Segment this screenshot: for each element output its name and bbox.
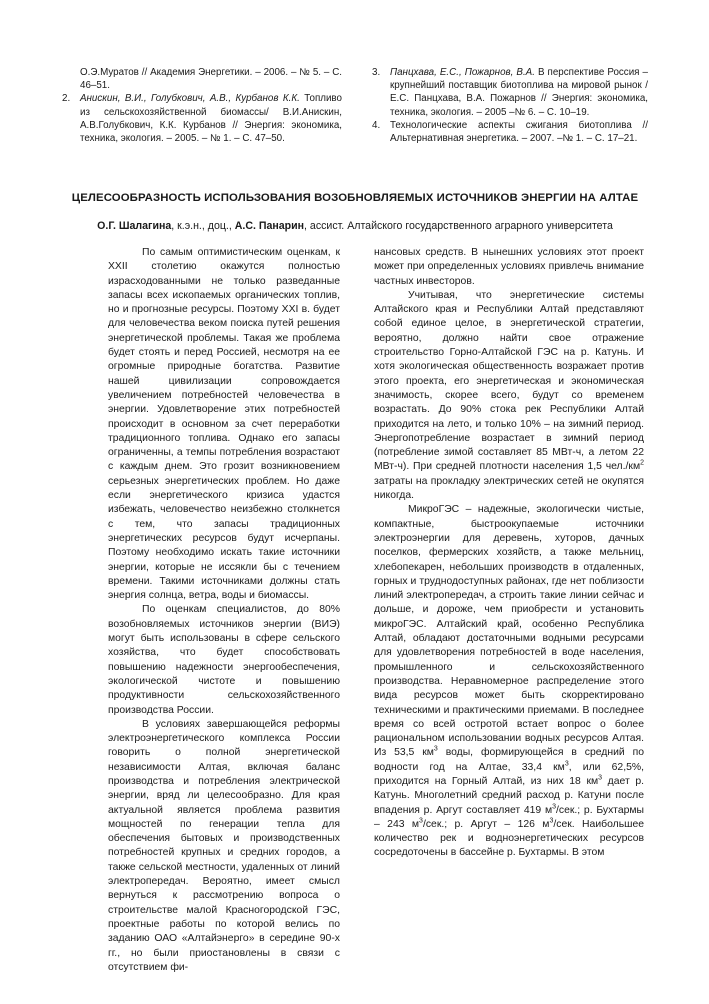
superscript: 3 [419,817,423,825]
article-title: ЦЕЛЕСООБРАЗНОСТЬ ИСПОЛЬЗОВАНИЯ ВОЗОБНОВЛЯЕМЫХ ИСТОЧНИКОВ ЭНЕРГИИ НА АЛТАЕ [71,192,639,204]
paragraph [374,289,644,503]
reference-text: О.Э.Муратов // Академия Энергетики. – 2006. – № 5. – С. 46–51. [80,67,342,92]
superscript: 3 [549,817,554,825]
superscript: 3 [552,803,556,811]
superscript: 2 [640,459,644,467]
reference-text: Технологические аспекты сжигания биотоплива // Альтернативная энергетика. – 2007. –№ 1. – С. 17–21. [390,119,648,145]
text-run: воды, формирующейся в средний по водности год на Алтае, 33,4 км [374,747,644,773]
paragraph: В условиях завершающейся реформы электроэнергетического комплекса России говорить о полной энергетической независимости Алтая, включая баланс производства и потребления электрической энергии, вряд ли целесообразно. Для края актуальной является проблема развития мощностей по генерации тепла для обеспечения бытовых и производственных потребностей крупных и средних городов, а также сельской местности, удаленных от линий электропередач. Вероятно, имеет смысл вернуться к рассмотрению вопроса о строительстве малой Красногородской ГЭС, проектные работы по которой велись по заданию ОАО «Алтайэнерго» в середине 90-х гг., но были приостановлены в связи с отсутствием фи- [108,718,340,973]
reference-item [62,66,342,92]
reference-item [62,92,342,145]
reference-number: 3. [372,67,381,78]
paragraph: По оценкам специалистов, до 80% возобновляемых источников энергии (ВИЭ) могут быть использованы в сфере сельского хозяйства, что будет способствовать повышению надежности энергообеспечения, экологической чистоте и повышению продуктивности сельскохозяйственного производства России. [108,604,340,716]
text-run: , или 62,5%, приходится на Горный Алтай, из них 18 км [374,761,644,787]
text-run: /сек. Наибольшее количество рек и водноэнергетических ресурсов сосредоточены в бассейне р. Бухтармы. В этом [374,818,644,859]
reference-authors: Анискин, В.И., Голубкович, А.В., Курбанов К.К. [80,93,300,105]
text-run: дает р. Катунь. Многолетний средний расход р. Катуни после впадения р. Аргут составляет 419 м [374,775,644,816]
paragraph: нансовых средств. В нынешних условиях этот проект может при определенных условиях привлечь внимание частных инвесторов. [374,247,644,287]
references-right [372,66,648,145]
author-affiliation: , ассист. Алтайского государственного аграрного университета [304,220,613,232]
reference-authors: Панцхава, Е.С., Пожарнов, В.А. [390,67,535,78]
reference-number: 2. [62,93,71,105]
superscript: 3 [564,760,569,768]
author-name: О.Г. Шалагина [97,220,172,232]
body-column-right [374,246,644,861]
body-column-left [108,246,340,975]
reference-item [372,66,648,119]
reference-number: 4. [372,119,381,131]
reference-text: В перспективе Россия – крупнейший поставщик биотоплива на мировой рынок / Е.С. Панцхава, В.А. Пожарнов // Энергия: экономика, техника, экология. – 2005 –№ 6. – С. 10–19. [390,67,648,118]
text-run: затраты на прокладку электрических сетей не окупятся никогда. [374,475,644,502]
text-run: /сек.; р. Аргут – 126 м [422,818,550,830]
author-affiliation: , к.э.н., доц., [171,220,235,232]
text-run: /сек.; р. Бухтармы – 243 м [374,804,644,830]
reference-number [62,66,80,92]
reference-text: Топливо из сельскохозяйственной биомассы/ В.И.Анискин, А.В.Голубкович, К.К. Курбанов // Энергия: экономика, техника, экология. – 2005. – № 1. – С. 47–50. [80,93,342,145]
author-line [62,220,648,232]
paragraph: По самым оптимистическим оценкам, к XXII столетию окажутся полностью израсходованными не только разведанные запасы всех ископаемых органических топлив, но и прогнозные ресурсы. Поэтому XXI в. будет для человечества веком поиска путей решения энергетической проблемы. Такая же проблема будет стоять и перед Россией, несмотря на ее огромные природные богатства. Развитие нашей цивилизации сопровождается увеличением потребностей человечества в энергии. Удовлетворение этих потребностей происходит в основном за счет переработки традиционного топлива. Однако его запасы ограниченны, а темпы потребления возрастают с каждым днем. Это грозит возникновением серьезных энергетических проблем. Но даже если энергетического кризиса удастся избежать, человечество неизбежно столкнется с тем, что запасы традиционных энергетических ресурсов будут исчерпаны. Поэтому необходимо искать такие источники энергии, которые не иссякли бы с течением времени. Такими источниками должны стать энергия солнца, ветра, воды и биомассы. [108,247,340,602]
author-name: А.С. Панарин [234,220,305,232]
paragraph [374,503,644,860]
superscript: 3 [598,774,603,782]
text-run: МикроГЭС – надежные, экологически чистые, компактные, быстроокупаемые источники электроэнергии для деревень, хуторов, дачных поселков, фермерских хозяйств, а также мельниц, хлебопекарен, небольших производств в отдаленных, горных и труднодоступных районах, где нет поблизости линий электропередач, а строить такие линии сейчас и дольше, и дороже, чем приобрести и установить микроГЭС. Алтайский край, особенно Республика Алтай, обладают достаточными водными ресурсами для удовлетворения потребностей в воде населения, промышленного и сельскохозяйственного производства. Неравномерное распределение этого вида ресурсов может быть скорректировано техническими и практическими приемами. В последнее время со всей остротой встает вопрос о более рациональном использовании водных ресурсов Алтая. Из 53,5 км [374,504,644,759]
references-left [62,66,342,145]
reference-item [372,119,648,145]
text-run: Учитывая, что энергетические системы Алтайского края и Республики Алтай представляют собой единое целое, в энергетической стратегии, вероятно, должно найти свое отражение строительство Горно-Алтайской ГЭС на р. Катунь. И хотя экологическая общественность возражает против этого проекта, его энергетическая и экономическая значимость, скорее всего, будут со временем возрастать. До 90% стока рек Республики Алтай приходится на лето, и только 10% – на зимний период. Энергопотребление возрастает в зимний период (потребление зимой составляет 85 МВт-ч, а летом 22 МВт-ч). При средней плотности населения 1,5 чел./км [374,289,644,473]
superscript: 3 [433,745,438,753]
